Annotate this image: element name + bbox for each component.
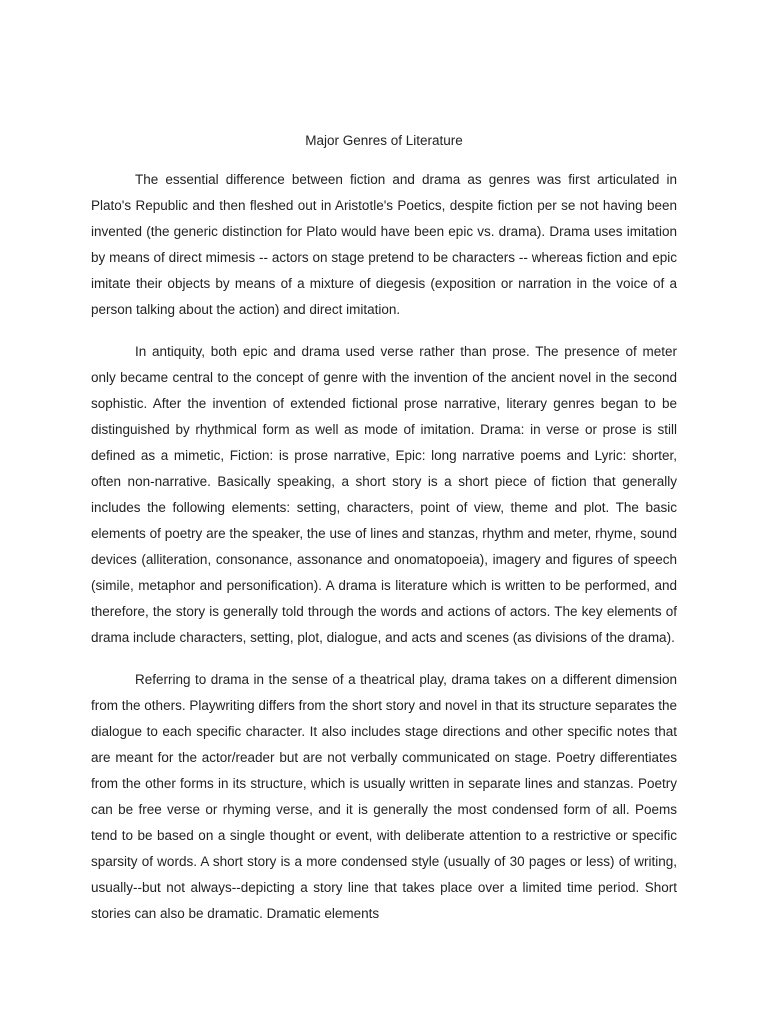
document-body	[91, 167, 677, 943]
paragraph-2: In antiquity, both epic and drama used verse rather than prose. The presence of meter only became central to the concept of genre with the invention of the ancient novel in the second sophistic. After the invention of extended fictional prose narrative, literary genres began to be distinguished by rhythmical form as well as mode of imitation. Drama: in verse or prose is still defined as a mimetic, Fiction: is prose narrative, Epic: long narrative poems and Lyric: shorter, often non-narrative. Basically speaking, a short story is a short piece of fiction that generally includes the following elements: setting, characters, point of view, theme and plot. The basic elements of poetry are the speaker, the use of lines and stanzas, rhythm and meter, rhyme, sound devices (alliteration, consonance, assonance and onomatopoeia), imagery and figures of speech (simile, metaphor and personification). A drama is literature which is written to be performed, and therefore, the story is generally told through the words and actions of actors. The key elements of drama include characters, setting, plot, dialogue, and acts and scenes (as divisions of the drama).	[91, 344, 677, 645]
paragraph-1: The essential difference between fiction and drama as genres was first articulated in Plato's Republic and then fleshed out in Aristotle's Poetics, despite fiction per se not having been invented (the generic distinction for Plato would have been epic vs. drama). Drama uses imitation by means of direct mimesis -- actors on stage pretend to be characters -- whereas fiction and epic imitate their objects by means of a mixture of diegesis (exposition or narration in the voice of a person talking about the action) and direct imitation.	[91, 172, 677, 317]
document-title: Major Genres of Literature	[305, 133, 463, 148]
paragraph-3: Referring to drama in the sense of a theatrical play, drama takes on a different dimension from the others. Playwriting differs from the short story and novel in that its structure separates the dialogue to each specific character. It also includes stage directions and other specific notes that are meant for the actor/reader but are not verbally communicated on stage. Poetry differentiates from the other forms in its structure, which is usually written in separate lines and stanzas. Poetry can be free verse or rhyming verse, and it is generally the most condensed form of all. Poems tend to be based on a single thought or event, with deliberate attention to a restrictive or specific sparsity of words. A short story is a more condensed style (usually of 30 pages or less) of writing, usually--but not always--depicting a story line that takes place over a limited time period. Short stories can also be dramatic. Dramatic elements	[91, 672, 677, 921]
